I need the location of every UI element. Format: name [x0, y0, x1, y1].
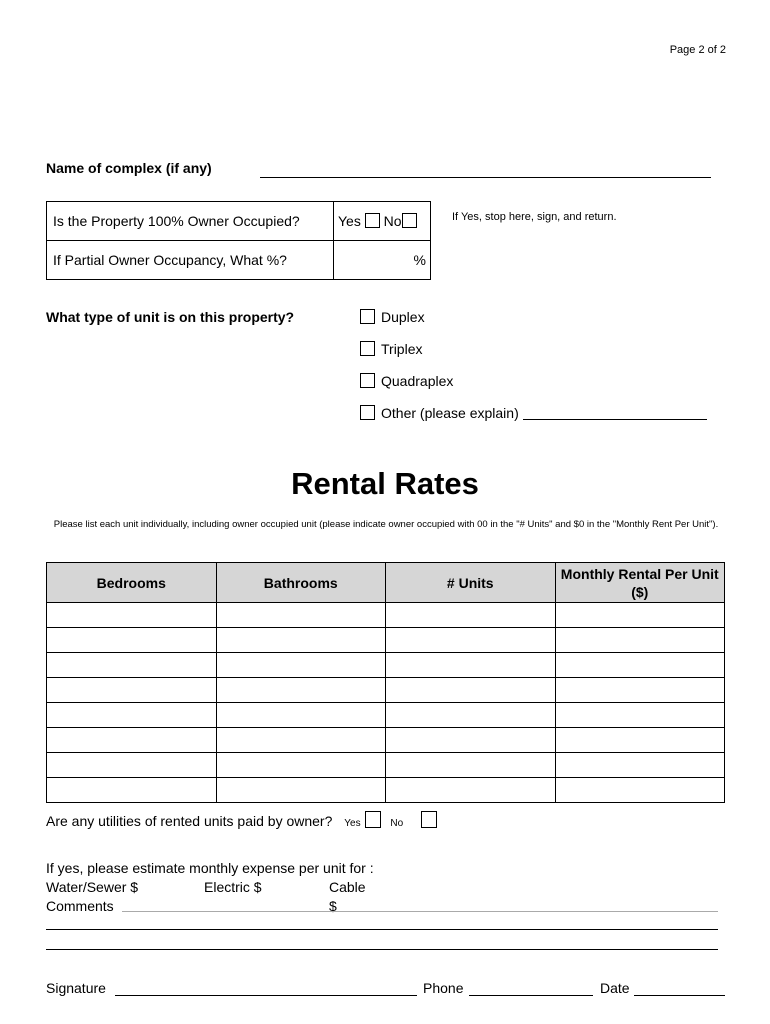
other-checkbox[interactable] [360, 405, 375, 420]
utilities-yes-checkbox[interactable] [365, 811, 381, 828]
comments-label: Comments [46, 898, 114, 914]
table-cell[interactable] [386, 778, 556, 803]
col-monthly-rent: Monthly Rental Per Unit ($) [555, 563, 725, 603]
table-cell[interactable] [555, 778, 725, 803]
table-row [47, 753, 725, 778]
table-cell[interactable] [47, 778, 217, 803]
page-number: Page 2 of 2 [669, 44, 726, 56]
table-cell[interactable] [47, 678, 217, 703]
table-row [47, 653, 725, 678]
duplex-label: Duplex [381, 309, 425, 325]
table-cell[interactable] [386, 603, 556, 628]
table-cell[interactable] [555, 728, 725, 753]
table-cell[interactable] [47, 753, 217, 778]
table-cell[interactable] [216, 653, 386, 678]
owner-occupied-question: Is the Property 100% Owner Occupied? [47, 202, 334, 241]
unit-option-quadraplex[interactable] [360, 373, 453, 389]
unit-option-duplex[interactable] [360, 309, 425, 325]
other-label: Other (please explain) [381, 405, 519, 421]
percent-symbol: % [413, 252, 426, 268]
table-cell[interactable] [216, 728, 386, 753]
duplex-checkbox[interactable] [360, 309, 375, 324]
expense-section [46, 859, 374, 916]
table-cell[interactable] [216, 753, 386, 778]
table-cell[interactable] [216, 628, 386, 653]
triplex-checkbox[interactable] [360, 341, 375, 356]
phone-field[interactable] [469, 995, 593, 996]
rental-instructions: Please list each unit individually, including owner occupied unit (please indicate owner occupied with 00 in the "# Units" and $0 in the "Monthly Rent Per Unit"). [53, 519, 719, 530]
comments-line-2[interactable] [46, 929, 718, 930]
col-bathrooms: Bathrooms [216, 563, 386, 603]
owner-occupied-yes-checkbox[interactable] [365, 213, 380, 228]
table-cell[interactable] [555, 628, 725, 653]
comments-line-3[interactable] [46, 949, 718, 950]
triplex-label: Triplex [381, 341, 423, 357]
expense-intro: If yes, please estimate monthly expense per unit for : [46, 860, 374, 876]
table-cell[interactable] [386, 653, 556, 678]
table-cell[interactable] [216, 778, 386, 803]
col-bedrooms: Bedrooms [47, 563, 217, 603]
table-cell[interactable] [47, 653, 217, 678]
table-cell[interactable] [555, 678, 725, 703]
table-cell[interactable] [386, 728, 556, 753]
table-cell[interactable] [386, 703, 556, 728]
utilities-no-label: No [390, 818, 404, 829]
date-label: Date [600, 980, 630, 996]
unit-type-question: What type of unit is on this property? [46, 309, 295, 325]
other-explain-field[interactable] [523, 405, 707, 420]
no-label: No [383, 213, 402, 229]
table-cell[interactable] [47, 603, 217, 628]
table-row [47, 778, 725, 803]
rental-rates-table [46, 562, 725, 803]
unit-option-triplex[interactable] [360, 341, 423, 357]
water-sewer-label: Water/Sewer $ [46, 879, 139, 895]
table-row [47, 728, 725, 753]
table-cell[interactable] [216, 678, 386, 703]
table-cell[interactable] [555, 703, 725, 728]
date-field[interactable] [634, 995, 725, 996]
table-cell[interactable] [386, 628, 556, 653]
stop-note: If Yes, stop here, sign, and return. [452, 211, 617, 223]
rental-rates-title: Rental Rates [291, 466, 479, 501]
table-cell[interactable] [386, 753, 556, 778]
complex-name-field[interactable] [260, 177, 711, 178]
comments-field[interactable] [122, 911, 718, 912]
occupancy-table [46, 201, 431, 280]
table-row [47, 703, 725, 728]
owner-occupied-no-checkbox[interactable] [402, 213, 417, 228]
unit-option-other[interactable] [360, 405, 707, 421]
utilities-no-checkbox[interactable] [421, 811, 437, 828]
quadraplex-checkbox[interactable] [360, 373, 375, 388]
table-cell[interactable] [216, 703, 386, 728]
owner-occupied-answer [334, 202, 431, 241]
table-row [47, 603, 725, 628]
quadraplex-label: Quadraplex [381, 373, 454, 389]
complex-name-label: Name of complex (if any) [46, 160, 212, 176]
partial-occupancy-question: If Partial Owner Occupancy, What %? [47, 241, 334, 280]
table-cell[interactable] [216, 603, 386, 628]
table-cell[interactable] [555, 603, 725, 628]
phone-label: Phone [423, 980, 464, 996]
utilities-question: Are any utilities of rented units paid by owner? [46, 813, 333, 829]
table-cell[interactable] [47, 728, 217, 753]
table-cell[interactable] [386, 678, 556, 703]
col-units: # Units [386, 563, 556, 603]
table-cell[interactable] [47, 628, 217, 653]
table-row [47, 678, 725, 703]
cable-label: Cable $ [329, 879, 366, 914]
utilities-question-row [46, 811, 437, 829]
table-row [47, 628, 725, 653]
utilities-yes-label: Yes [344, 818, 361, 829]
yes-label: Yes [338, 213, 361, 229]
electric-label: Electric $ [204, 879, 262, 895]
table-cell[interactable] [555, 653, 725, 678]
table-cell[interactable] [555, 753, 725, 778]
table-cell[interactable] [47, 703, 217, 728]
signature-label: Signature [46, 980, 106, 996]
partial-occupancy-percent-field[interactable] [334, 241, 431, 280]
signature-field[interactable] [115, 995, 417, 996]
